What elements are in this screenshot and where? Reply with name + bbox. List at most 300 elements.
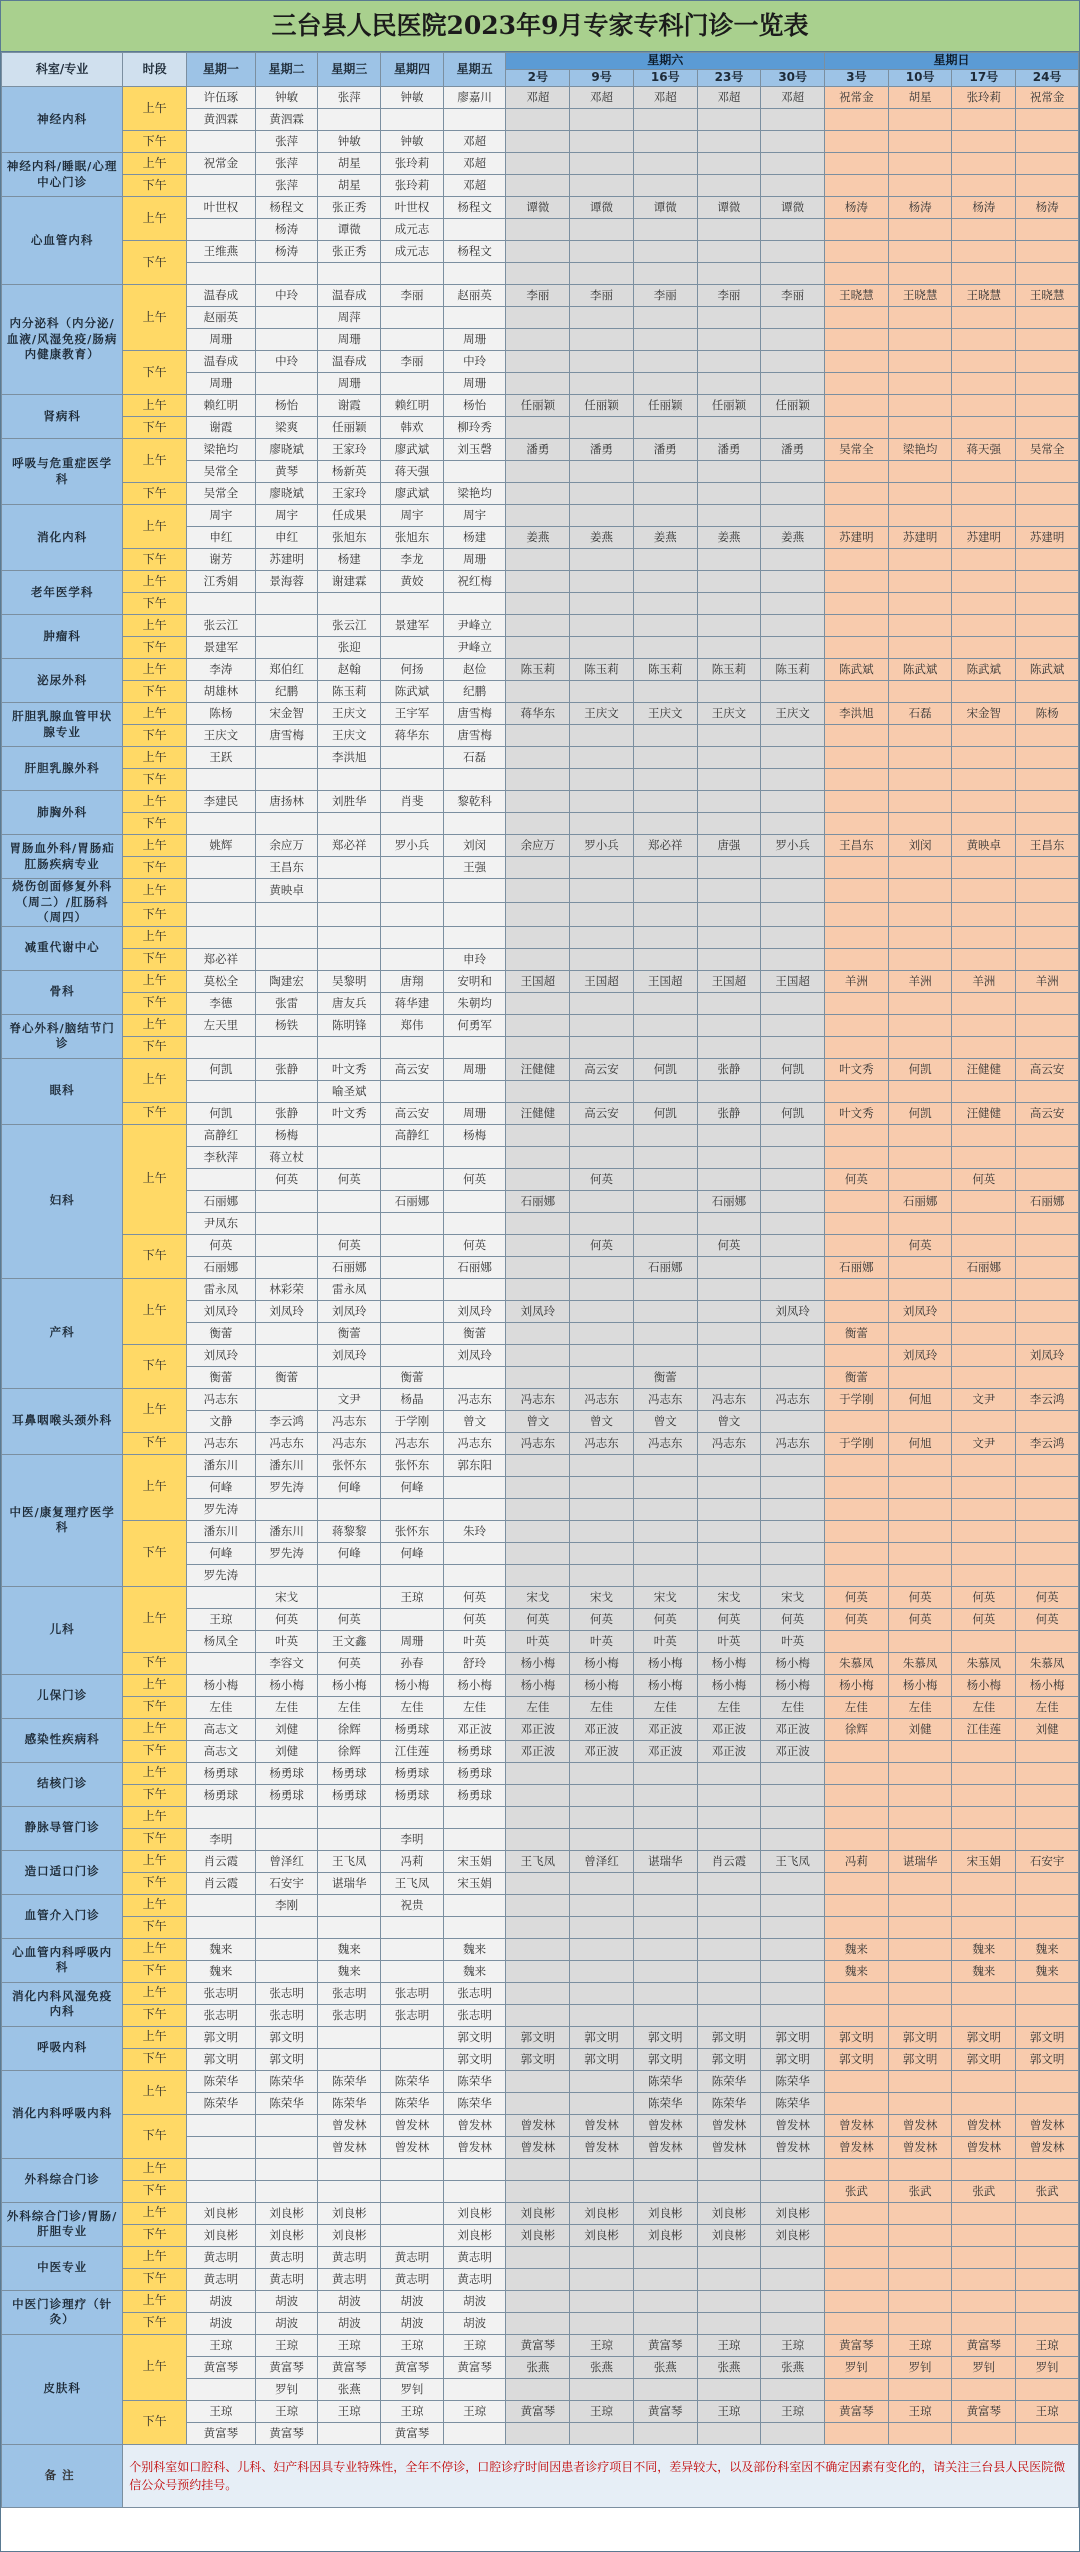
doctor-cell: 陈杨 bbox=[1016, 703, 1079, 725]
doctor-cell bbox=[697, 1872, 761, 1894]
doctor-cell bbox=[697, 131, 761, 153]
doctor-cell: 姜燕 bbox=[570, 527, 634, 549]
doctor-cell bbox=[825, 1498, 889, 1520]
doctor-cell: 蒋华东 bbox=[506, 703, 570, 725]
doctor-cell: 梁艳均 bbox=[443, 483, 506, 505]
doctor-cell bbox=[888, 725, 952, 747]
doctor-cell bbox=[1016, 879, 1079, 903]
doctor-cell bbox=[186, 131, 255, 153]
doctor-cell: 蒋天强 bbox=[381, 461, 444, 483]
doctor-cell bbox=[825, 593, 889, 615]
doctor-cell: 曾发林 bbox=[381, 2114, 444, 2136]
doctor-cell: 刘良彬 bbox=[318, 2224, 381, 2246]
doctor-cell bbox=[1016, 307, 1079, 329]
doctor-cell bbox=[381, 747, 444, 769]
doctor-cell: 廖武斌 bbox=[381, 439, 444, 461]
doctor-cell bbox=[761, 263, 825, 285]
doctor-cell: 杨程文 bbox=[255, 197, 318, 219]
doctor-cell bbox=[570, 1256, 634, 1278]
doctor-cell bbox=[952, 1366, 1016, 1388]
doctor-cell bbox=[255, 1256, 318, 1278]
doctor-cell bbox=[186, 2114, 255, 2136]
doctor-cell: 吴常全 bbox=[186, 483, 255, 505]
schedule-row bbox=[2, 813, 1079, 835]
doctor-cell bbox=[888, 1146, 952, 1168]
doctor-cell bbox=[697, 1300, 761, 1322]
department-name: 胃肠血外科/胃肠疝肛肠疾病专业 bbox=[2, 835, 123, 879]
doctor-cell: 王强 bbox=[443, 857, 506, 879]
doctor-cell: 杨小梅 bbox=[697, 1652, 761, 1674]
doctor-cell bbox=[825, 2378, 889, 2400]
doctor-cell: 苏建明 bbox=[255, 549, 318, 571]
doctor-cell: 周宇 bbox=[186, 505, 255, 527]
doctor-cell: 何英 bbox=[443, 1608, 506, 1630]
doctor-cell: 王晓慧 bbox=[952, 285, 1016, 307]
doctor-cell: 冯志东 bbox=[633, 1388, 697, 1410]
doctor-cell bbox=[825, 637, 889, 659]
doctor-cell bbox=[697, 1256, 761, 1278]
period-label: 下午 bbox=[123, 1036, 187, 1058]
doctor-cell bbox=[1016, 1894, 1079, 1916]
doctor-cell: 张志明 bbox=[381, 1982, 444, 2004]
doctor-cell bbox=[761, 219, 825, 241]
doctor-cell bbox=[506, 1168, 570, 1190]
schedule-row bbox=[2, 1432, 1079, 1454]
doctor-cell bbox=[888, 593, 952, 615]
doctor-cell: 高静红 bbox=[186, 1124, 255, 1146]
doctor-cell bbox=[888, 1212, 952, 1234]
period-label: 上午 bbox=[123, 2290, 187, 2312]
doctor-cell bbox=[506, 1322, 570, 1344]
department-name: 肿瘤科 bbox=[2, 615, 123, 659]
doctor-cell bbox=[570, 637, 634, 659]
doctor-cell: 任丽颖 bbox=[570, 395, 634, 417]
doctor-cell bbox=[255, 902, 318, 926]
doctor-cell bbox=[697, 505, 761, 527]
doctor-cell: 刘玉磬 bbox=[443, 439, 506, 461]
schedule-table bbox=[1, 52, 1079, 2508]
doctor-cell bbox=[186, 1080, 255, 1102]
doctor-cell: 于学刚 bbox=[825, 1432, 889, 1454]
doctor-cell bbox=[633, 109, 697, 131]
doctor-cell bbox=[761, 1146, 825, 1168]
doctor-cell bbox=[697, 1080, 761, 1102]
doctor-cell: 曾发林 bbox=[633, 2136, 697, 2158]
doctor-cell bbox=[381, 263, 444, 285]
doctor-cell bbox=[255, 1498, 318, 1520]
department-name: 老年医学科 bbox=[2, 571, 123, 615]
doctor-cell bbox=[825, 1476, 889, 1498]
period-label: 上午 bbox=[123, 2158, 187, 2180]
period-label: 上午 bbox=[123, 1850, 187, 1872]
doctor-cell bbox=[570, 1080, 634, 1102]
doctor-cell: 杨建 bbox=[443, 527, 506, 549]
doctor-cell: 刘良彬 bbox=[570, 2224, 634, 2246]
doctor-cell bbox=[952, 1916, 1016, 1938]
department-name: 泌尿外科 bbox=[2, 659, 123, 703]
doctor-cell bbox=[443, 2378, 506, 2400]
doctor-cell bbox=[952, 395, 1016, 417]
doctor-cell bbox=[697, 1938, 761, 1960]
doctor-cell bbox=[506, 461, 570, 483]
doctor-cell bbox=[633, 153, 697, 175]
doctor-cell bbox=[318, 1586, 381, 1608]
doctor-cell: 胡星 bbox=[318, 153, 381, 175]
schedule-row bbox=[2, 902, 1079, 926]
doctor-cell: 张燕 bbox=[633, 2356, 697, 2378]
doctor-cell: 周珊 bbox=[381, 1630, 444, 1652]
doctor-cell bbox=[1016, 1278, 1079, 1300]
doctor-cell bbox=[633, 1564, 697, 1586]
doctor-cell: 李龙 bbox=[381, 549, 444, 571]
doctor-cell: 石丽娜 bbox=[506, 1190, 570, 1212]
doctor-cell: 姜燕 bbox=[633, 527, 697, 549]
schedule-row bbox=[2, 2158, 1079, 2180]
doctor-cell: 刘良彬 bbox=[318, 2202, 381, 2224]
doctor-cell bbox=[633, 902, 697, 926]
doctor-cell bbox=[1016, 505, 1079, 527]
doctor-cell bbox=[888, 1410, 952, 1432]
doctor-cell: 梁爽 bbox=[255, 417, 318, 439]
doctor-cell bbox=[952, 2246, 1016, 2268]
doctor-cell: 黎乾科 bbox=[443, 791, 506, 813]
doctor-cell bbox=[633, 2290, 697, 2312]
doctor-cell bbox=[697, 1454, 761, 1476]
doctor-cell: 杨新英 bbox=[318, 461, 381, 483]
doctor-cell bbox=[506, 1124, 570, 1146]
doctor-cell: 温春成 bbox=[186, 285, 255, 307]
doctor-cell bbox=[761, 681, 825, 703]
department-name: 心血管内科 bbox=[2, 197, 123, 285]
period-label: 上午 bbox=[123, 1674, 187, 1696]
doctor-cell: 黄富琴 bbox=[318, 2356, 381, 2378]
department-name: 皮肤科 bbox=[2, 2334, 123, 2444]
doctor-cell bbox=[381, 1608, 444, 1630]
doctor-cell bbox=[1016, 1366, 1079, 1388]
doctor-cell: 江秀娟 bbox=[186, 571, 255, 593]
doctor-cell: 王晓慧 bbox=[1016, 285, 1079, 307]
doctor-cell: 杨程文 bbox=[443, 197, 506, 219]
doctor-cell bbox=[952, 813, 1016, 835]
doctor-cell: 陈荣华 bbox=[318, 2092, 381, 2114]
doctor-cell bbox=[888, 813, 952, 835]
schedule-row bbox=[2, 2290, 1079, 2312]
doctor-cell bbox=[888, 175, 952, 197]
doctor-cell bbox=[255, 1344, 318, 1366]
doctor-cell: 张雷 bbox=[255, 992, 318, 1014]
doctor-cell: 宋金智 bbox=[255, 703, 318, 725]
doctor-cell: 黄富琴 bbox=[825, 2400, 889, 2422]
doctor-cell bbox=[186, 857, 255, 879]
doctor-cell: 曾发林 bbox=[506, 2136, 570, 2158]
doctor-cell bbox=[952, 1146, 1016, 1168]
doctor-cell bbox=[506, 1828, 570, 1850]
doctor-cell bbox=[888, 329, 952, 351]
doctor-cell bbox=[888, 747, 952, 769]
doctor-cell: 陈明锋 bbox=[318, 1014, 381, 1036]
doctor-cell: 曾文 bbox=[697, 1410, 761, 1432]
doctor-cell bbox=[697, 857, 761, 879]
doctor-cell bbox=[825, 175, 889, 197]
doctor-cell: 杨勇球 bbox=[381, 1784, 444, 1806]
doctor-cell bbox=[318, 2026, 381, 2048]
doctor-cell bbox=[318, 1190, 381, 1212]
doctor-cell bbox=[825, 307, 889, 329]
doctor-cell: 陈玉莉 bbox=[697, 659, 761, 681]
doctor-cell: 杨程文 bbox=[443, 241, 506, 263]
doctor-cell: 曾发林 bbox=[825, 2136, 889, 2158]
doctor-cell bbox=[255, 948, 318, 970]
doctor-cell: 张燕 bbox=[318, 2378, 381, 2400]
doctor-cell: 周宇 bbox=[443, 505, 506, 527]
doctor-cell bbox=[952, 1212, 1016, 1234]
doctor-cell: 王庆文 bbox=[186, 725, 255, 747]
doctor-cell bbox=[443, 263, 506, 285]
schedule-row bbox=[2, 2070, 1079, 2092]
doctor-cell: 刘凤玲 bbox=[186, 1300, 255, 1322]
schedule-row bbox=[2, 1388, 1079, 1410]
doctor-cell: 何英 bbox=[186, 1234, 255, 1256]
doctor-cell bbox=[318, 1124, 381, 1146]
doctor-cell bbox=[952, 461, 1016, 483]
doctor-cell bbox=[825, 2202, 889, 2224]
doctor-cell bbox=[443, 1564, 506, 1586]
doctor-cell: 刘凤玲 bbox=[888, 1344, 952, 1366]
doctor-cell: 何凯 bbox=[888, 1102, 952, 1124]
schedule-row bbox=[2, 747, 1079, 769]
weekday-header: 星期二 bbox=[255, 53, 318, 87]
doctor-cell: 黄富琴 bbox=[255, 2356, 318, 2378]
doctor-cell bbox=[506, 2158, 570, 2180]
department-name: 中医/康复理疗医学科 bbox=[2, 1454, 123, 1586]
doctor-cell bbox=[318, 1894, 381, 1916]
doctor-cell bbox=[1016, 373, 1079, 395]
doctor-cell: 黄富琴 bbox=[186, 2356, 255, 2378]
doctor-cell: 苏建明 bbox=[1016, 527, 1079, 549]
doctor-cell: 左佳 bbox=[1016, 1696, 1079, 1718]
doctor-cell bbox=[761, 769, 825, 791]
doctor-cell bbox=[570, 2092, 634, 2114]
doctor-cell bbox=[825, 1630, 889, 1652]
doctor-cell: 叶英 bbox=[761, 1630, 825, 1652]
doctor-cell bbox=[255, 1212, 318, 1234]
doctor-cell bbox=[255, 1190, 318, 1212]
doctor-cell: 周宇 bbox=[255, 505, 318, 527]
doctor-cell: 曾发林 bbox=[697, 2114, 761, 2136]
schedule-row bbox=[2, 197, 1079, 219]
doctor-cell: 何凯 bbox=[633, 1058, 697, 1080]
doctor-cell bbox=[570, 992, 634, 1014]
doctor-cell bbox=[825, 948, 889, 970]
doctor-cell bbox=[506, 1080, 570, 1102]
doctor-cell: 谢霞 bbox=[318, 395, 381, 417]
doctor-cell: 祝常金 bbox=[186, 153, 255, 175]
period-label: 下午 bbox=[123, 241, 187, 285]
doctor-cell bbox=[381, 593, 444, 615]
doctor-cell: 梁艳均 bbox=[888, 439, 952, 461]
doctor-cell bbox=[952, 593, 1016, 615]
doctor-cell bbox=[697, 992, 761, 1014]
doctor-cell: 王文鑫 bbox=[318, 1630, 381, 1652]
doctor-cell bbox=[570, 747, 634, 769]
doctor-cell bbox=[1016, 2246, 1079, 2268]
doctor-cell: 唐翔 bbox=[381, 970, 444, 992]
doctor-cell: 魏来 bbox=[952, 1938, 1016, 1960]
doctor-cell: 刘闵 bbox=[888, 835, 952, 857]
doctor-cell: 汪健健 bbox=[952, 1102, 1016, 1124]
doctor-cell: 郭文明 bbox=[255, 2026, 318, 2048]
schedule-row bbox=[2, 2246, 1079, 2268]
doctor-cell: 黄志明 bbox=[318, 2268, 381, 2290]
doctor-cell bbox=[633, 373, 697, 395]
doctor-cell: 曾发林 bbox=[381, 2136, 444, 2158]
doctor-cell: 杨怡 bbox=[443, 395, 506, 417]
doctor-cell: 石丽娜 bbox=[186, 1256, 255, 1278]
doctor-cell bbox=[318, 879, 381, 903]
doctor-cell bbox=[570, 483, 634, 505]
period-label: 下午 bbox=[123, 902, 187, 926]
doctor-cell: 潘勇 bbox=[570, 439, 634, 461]
doctor-cell: 杨建 bbox=[318, 549, 381, 571]
doctor-cell: 周珊 bbox=[186, 329, 255, 351]
doctor-cell: 曾发林 bbox=[952, 2136, 1016, 2158]
schedule-row bbox=[2, 1234, 1079, 1256]
period-label: 上午 bbox=[123, 439, 187, 483]
doctor-cell bbox=[318, 1036, 381, 1058]
doctor-cell: 中玲 bbox=[255, 351, 318, 373]
doctor-cell bbox=[888, 373, 952, 395]
doctor-cell: 杨小梅 bbox=[570, 1674, 634, 1696]
doctor-cell: 张玲莉 bbox=[952, 87, 1016, 109]
period-header: 时段 bbox=[123, 53, 187, 87]
doctor-cell bbox=[1016, 1124, 1079, 1146]
doctor-cell bbox=[697, 1520, 761, 1542]
doctor-cell: 黄富琴 bbox=[952, 2334, 1016, 2356]
doctor-cell: 蒋华东 bbox=[381, 725, 444, 747]
doctor-cell bbox=[761, 351, 825, 373]
doctor-cell bbox=[570, 571, 634, 593]
doctor-cell: 张志明 bbox=[255, 1982, 318, 2004]
doctor-cell: 张燕 bbox=[570, 2356, 634, 2378]
doctor-cell: 任丽颖 bbox=[318, 417, 381, 439]
doctor-cell bbox=[255, 2114, 318, 2136]
doctor-cell: 周萍 bbox=[318, 307, 381, 329]
doctor-cell: 李秋萍 bbox=[186, 1146, 255, 1168]
doctor-cell bbox=[1016, 747, 1079, 769]
doctor-cell bbox=[761, 417, 825, 439]
doctor-cell bbox=[888, 241, 952, 263]
doctor-cell: 陈荣华 bbox=[186, 2070, 255, 2092]
doctor-cell: 叶世权 bbox=[381, 197, 444, 219]
doctor-cell: 吴常全 bbox=[186, 461, 255, 483]
doctor-cell: 王家玲 bbox=[318, 439, 381, 461]
schedule-row bbox=[2, 970, 1079, 992]
doctor-cell bbox=[186, 1916, 255, 1938]
doctor-cell bbox=[381, 948, 444, 970]
doctor-cell: 景海蓉 bbox=[255, 571, 318, 593]
doctor-cell bbox=[1016, 1410, 1079, 1432]
department-name: 内分泌科（内分泌/血液/风湿免疫/肠病内健康教育） bbox=[2, 285, 123, 395]
doctor-cell: 杨梅 bbox=[255, 1124, 318, 1146]
doctor-cell bbox=[952, 681, 1016, 703]
doctor-cell bbox=[633, 329, 697, 351]
doctor-cell: 喻圣斌 bbox=[318, 1080, 381, 1102]
doctor-cell bbox=[888, 1806, 952, 1828]
doctor-cell: 羊洲 bbox=[825, 970, 889, 992]
doctor-cell bbox=[1016, 1498, 1079, 1520]
doctor-cell bbox=[952, 131, 1016, 153]
doctor-cell bbox=[633, 1520, 697, 1542]
doctor-cell: 罗先涛 bbox=[255, 1476, 318, 1498]
doctor-cell bbox=[570, 1916, 634, 1938]
doctor-cell bbox=[570, 1476, 634, 1498]
doctor-cell: 郭文明 bbox=[825, 2026, 889, 2048]
doctor-cell: 魏来 bbox=[318, 1960, 381, 1982]
doctor-cell bbox=[633, 1894, 697, 1916]
doctor-cell bbox=[888, 1278, 952, 1300]
doctor-cell: 曾发林 bbox=[443, 2114, 506, 2136]
period-label: 上午 bbox=[123, 571, 187, 593]
doctor-cell: 叶英 bbox=[697, 1630, 761, 1652]
doctor-cell bbox=[570, 2422, 634, 2444]
doctor-cell: 陈玉莉 bbox=[570, 659, 634, 681]
doctor-cell: 石磊 bbox=[443, 747, 506, 769]
doctor-cell bbox=[255, 1960, 318, 1982]
doctor-cell bbox=[697, 747, 761, 769]
schedule-row bbox=[2, 439, 1079, 461]
doctor-cell: 王跃 bbox=[186, 747, 255, 769]
doctor-cell: 邓正波 bbox=[570, 1718, 634, 1740]
doctor-cell bbox=[952, 1630, 1016, 1652]
doctor-cell: 石丽娜 bbox=[186, 1190, 255, 1212]
doctor-cell bbox=[761, 1366, 825, 1388]
doctor-cell bbox=[761, 461, 825, 483]
doctor-cell bbox=[506, 1938, 570, 1960]
doctor-cell: 左佳 bbox=[697, 1696, 761, 1718]
doctor-cell: 何英 bbox=[888, 1234, 952, 1256]
doctor-cell: 王国超 bbox=[570, 970, 634, 992]
doctor-cell bbox=[697, 725, 761, 747]
doctor-cell bbox=[952, 329, 1016, 351]
doctor-cell bbox=[318, 2048, 381, 2070]
period-label: 上午 bbox=[123, 2202, 187, 2224]
doctor-cell bbox=[506, 2422, 570, 2444]
period-label: 上午 bbox=[123, 1124, 187, 1234]
doctor-cell bbox=[570, 681, 634, 703]
doctor-cell bbox=[697, 615, 761, 637]
doctor-cell bbox=[506, 153, 570, 175]
department-name: 脊心外科/脑结节门诊 bbox=[2, 1014, 123, 1058]
doctor-cell bbox=[825, 1344, 889, 1366]
doctor-cell bbox=[506, 681, 570, 703]
doctor-cell bbox=[633, 1234, 697, 1256]
doctor-cell bbox=[506, 351, 570, 373]
doctor-cell: 刘良彬 bbox=[633, 2202, 697, 2224]
doctor-cell bbox=[570, 1960, 634, 1982]
schedule-row bbox=[2, 241, 1079, 263]
doctor-cell bbox=[633, 1454, 697, 1476]
schedule-row bbox=[2, 1652, 1079, 1674]
header-row-1 bbox=[2, 53, 1079, 70]
doctor-cell bbox=[888, 1784, 952, 1806]
doctor-cell: 杨勇球 bbox=[186, 1784, 255, 1806]
doctor-cell: 何峰 bbox=[318, 1476, 381, 1498]
doctor-cell bbox=[633, 1542, 697, 1564]
doctor-cell: 何英 bbox=[318, 1168, 381, 1190]
doctor-cell: 文尹 bbox=[318, 1388, 381, 1410]
doctor-cell bbox=[318, 813, 381, 835]
doctor-cell bbox=[825, 926, 889, 948]
